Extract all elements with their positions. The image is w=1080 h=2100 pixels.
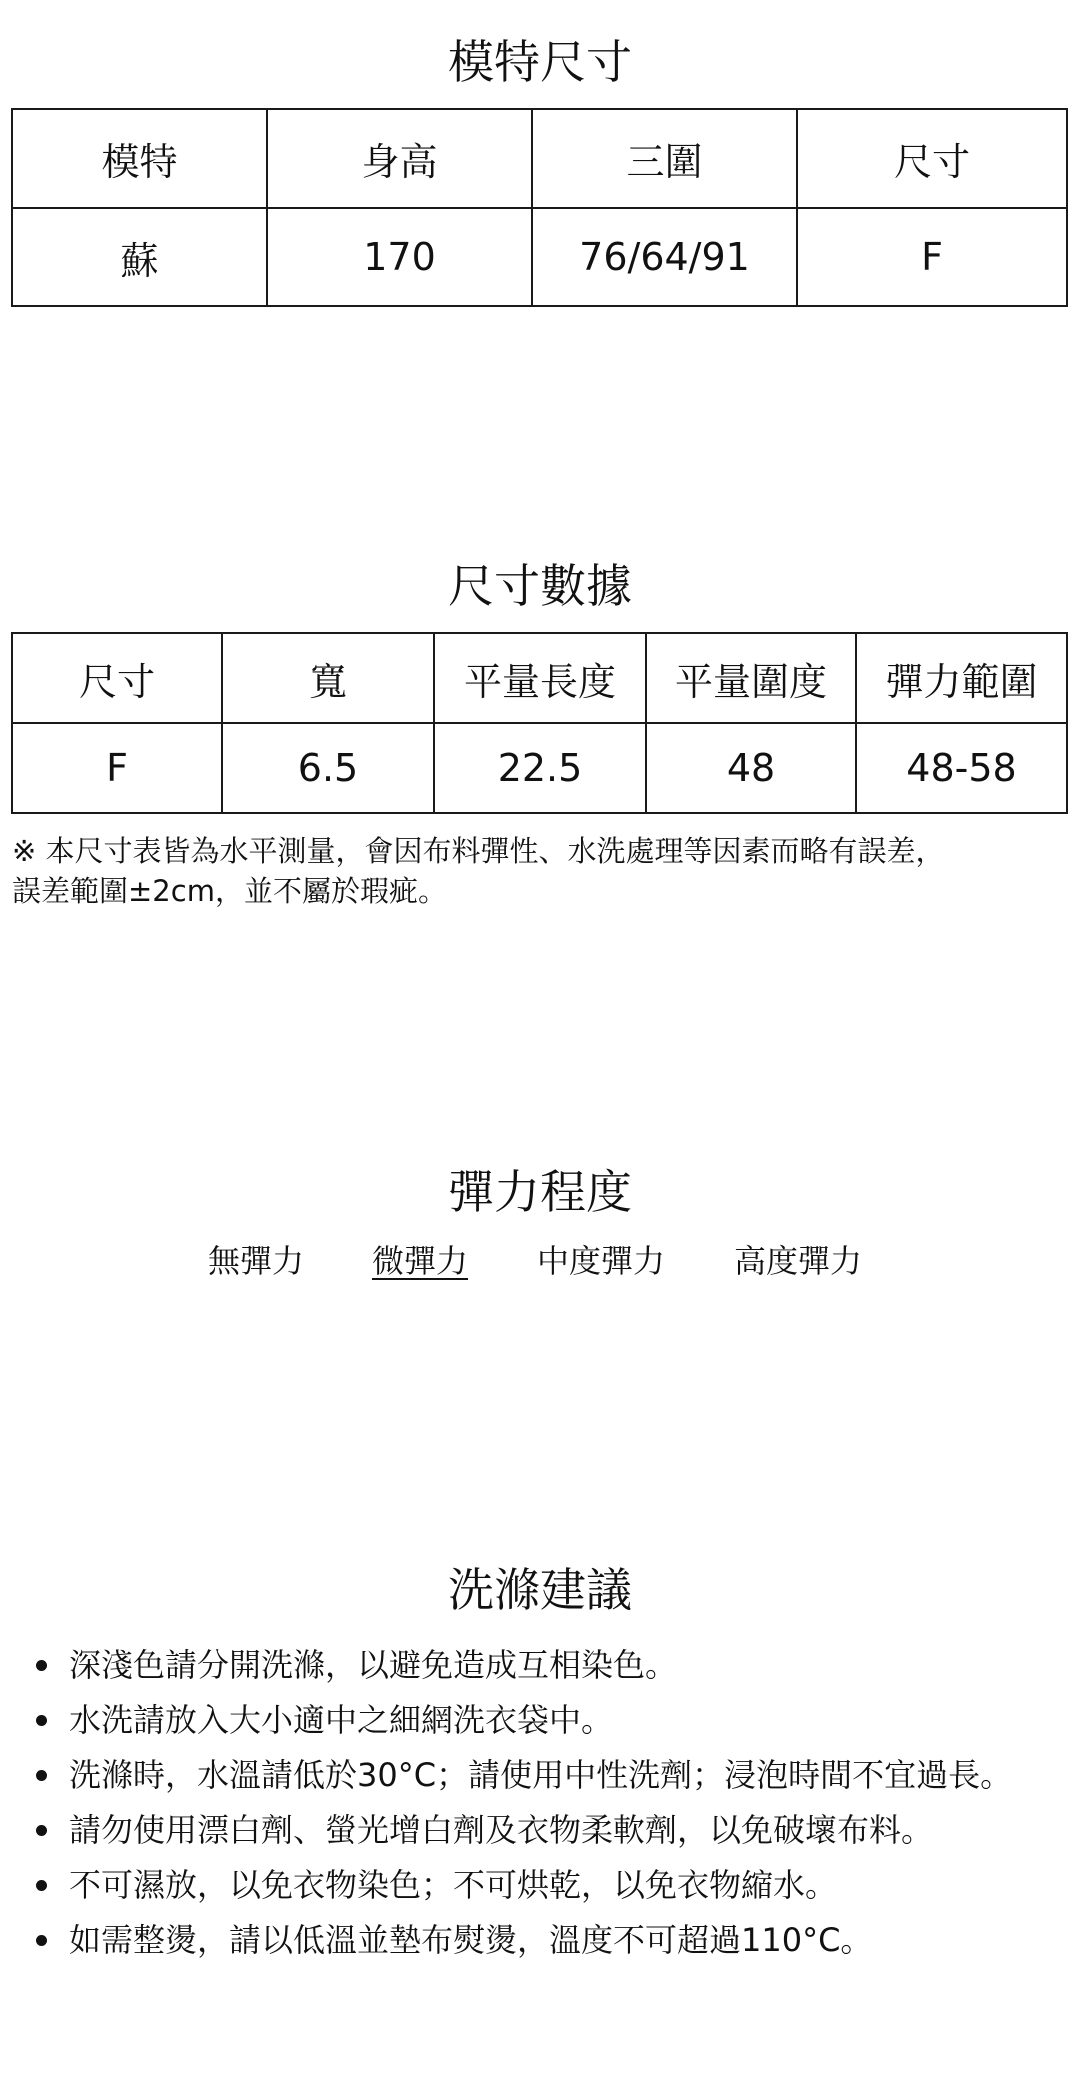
cell-measurements: 76/64/91 xyxy=(532,208,797,306)
header-cell-flat-length: 平量長度 xyxy=(434,633,646,723)
elasticity-title: 彈力程度 xyxy=(448,1165,632,1219)
elasticity-option-slight: 微彈力 xyxy=(372,1242,469,1280)
cell-width: 6.5 xyxy=(222,723,434,813)
cell-model-name: 蘇 xyxy=(12,208,267,306)
list-item xyxy=(0,1638,1075,1693)
header-cell-model: 模特 xyxy=(12,109,267,208)
bullet-icon xyxy=(36,1825,47,1836)
table-header-row xyxy=(12,109,1067,208)
bullet-icon xyxy=(36,1770,47,1781)
size-data-table xyxy=(11,632,1068,814)
care-title: 洗滌建議 xyxy=(448,1563,632,1617)
cell-height: 170 xyxy=(267,208,532,306)
table-row xyxy=(12,723,1067,813)
header-cell-height: 身高 xyxy=(267,109,532,208)
care-item-text: 深淺色請分開洗滌，以避免造成互相染色。 xyxy=(69,1646,678,1684)
header-cell-flat-circumference: 平量圍度 xyxy=(646,633,856,723)
header-cell-size: 尺寸 xyxy=(12,633,222,723)
header-cell-width: 寬 xyxy=(222,633,434,723)
size-note-line-1: ※ 本尺寸表皆為水平測量，會因布料彈性、水洗處理等因素而略有誤差， xyxy=(12,834,945,868)
bullet-icon xyxy=(36,1715,47,1726)
model-size-table xyxy=(11,108,1068,307)
care-item-text: 水洗請放入大小適中之細網洗衣袋中。 xyxy=(69,1701,614,1739)
list-item xyxy=(0,1858,1075,1913)
model-size-title: 模特尺寸 xyxy=(448,35,632,89)
care-item-text: 洗滌時，水溫請低於30°C；請使用中性洗劑；浸泡時間不宜過長。 xyxy=(69,1756,1013,1794)
header-cell-measurements: 三圍 xyxy=(532,109,797,208)
size-data-title: 尺寸數據 xyxy=(448,559,632,613)
care-instructions-list xyxy=(0,1638,1075,1968)
bullet-icon xyxy=(36,1660,47,1671)
bullet-icon xyxy=(36,1935,47,1946)
cell-size: F xyxy=(797,208,1067,306)
cell-flat-circumference: 48 xyxy=(646,723,856,813)
table-row xyxy=(12,208,1067,306)
cell-size: F xyxy=(12,723,222,813)
list-item xyxy=(0,1748,1075,1803)
care-item-text: 不可濕放，以免衣物染色；不可烘乾，以免衣物縮水。 xyxy=(69,1866,838,1904)
care-item-text: 如需整燙，請以低溫並墊布熨燙，溫度不可超過110°C。 xyxy=(69,1921,873,1959)
table-header-row xyxy=(12,633,1067,723)
cell-stretch-range: 48-58 xyxy=(856,723,1067,813)
elasticity-option-none: 無彈力 xyxy=(208,1242,305,1280)
list-item xyxy=(0,1803,1075,1858)
header-cell-size: 尺寸 xyxy=(797,109,1067,208)
elasticity-option-medium: 中度彈力 xyxy=(537,1242,666,1280)
list-item xyxy=(0,1693,1075,1748)
care-item-text: 請勿使用漂白劑、螢光增白劑及衣物柔軟劑，以免破壞布料。 xyxy=(69,1811,934,1849)
header-cell-stretch-range: 彈力範圍 xyxy=(856,633,1067,723)
cell-flat-length: 22.5 xyxy=(434,723,646,813)
list-item xyxy=(0,1913,1075,1968)
elasticity-option-high: 高度彈力 xyxy=(734,1242,863,1280)
elasticity-scale xyxy=(0,1236,1080,1286)
bullet-icon xyxy=(36,1880,47,1891)
size-note-line-2: 誤差範圍±2cm，並不屬於瑕疵。 xyxy=(12,874,447,908)
